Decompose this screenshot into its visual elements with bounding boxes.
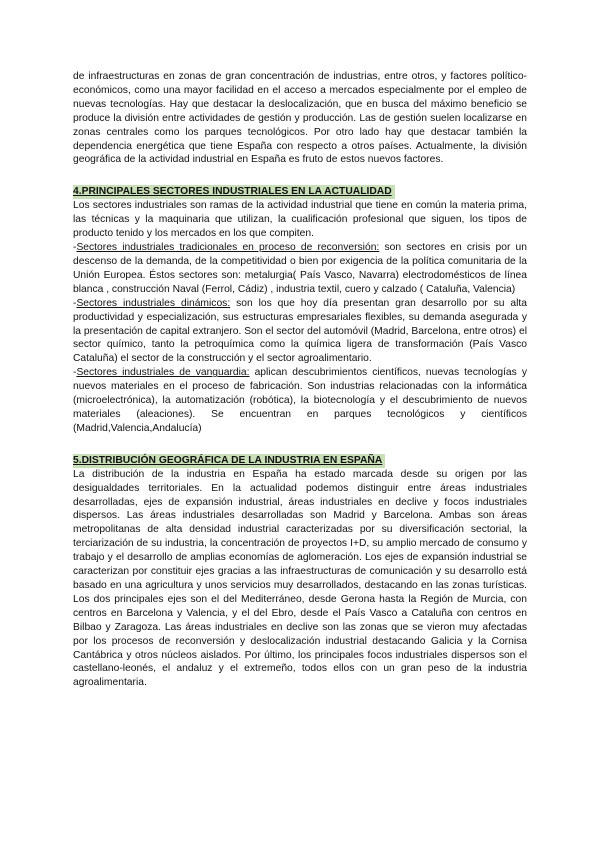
dynamic-sectors-paragraph: -Sectores industriales dinámicos: son los que hoy día presentan gran desarrollo por su alta productividad y especialización, sus estructuras empresariales flexibles, su demanda asegurada y la presentación de capital extranjero. Son el sector del automóvil (Madrid, Barcelona, entre otros) el sector químico, tanto la petroquímica como la química ligera de transformación (País Vasco Cataluña) el sector de la construcción y el sector agroalimentario. bbox=[73, 297, 527, 365]
section-4-intro: Los sectores industriales son ramas de la actividad industrial que tiene en común la materia prima, las técnicas y la maquinaria que utilizan, la cualificación profesional que siguen, los tipos de producto tenido y los mercados en los que compiten. bbox=[73, 200, 527, 240]
vanguard-sectors-text: aplican descubrimientos científicos, nuevas tecnologías y nuevos materiales en el proceso de fabricación. Son industrias relacionadas con la informática (microelectrónica), la automatización (robótica), la biotecnología y el descubrimiento de nuevos materiales (aleaciones). Se encuentran en parques tecnológicos y científicos (Madrid,Valencia,Andalucía) bbox=[73, 367, 527, 434]
dynamic-sectors-text: son los que hoy día presentan gran desarrollo por su alta productividad y especialización, sus estructuras empresariales flexibles, su demanda asegurada y la presentación de capital extranjero. Son el sector del automóvil (Madrid, Barcelona, entre otros) el sector químico, tanto la petroquímica como la química ligera de transformación (País Vasco Cataluña) el sector de la construcción y el sector agroalimentario. bbox=[73, 297, 527, 365]
section-4-title: 4.PRINCIPALES SECTORES INDUSTRIALES EN LA ACTUALIDAD bbox=[73, 185, 395, 199]
vanguard-sectors-label: Sectores industriales de vanguardia: bbox=[76, 367, 250, 379]
traditional-sectors-paragraph: -Sectores industriales tradicionales en proceso de reconversión: son sectores en crisis por un descenso de la demanda, de la competitividad o bien por exigencia de la política comunitaria de la Unión Europea. Éstos sectores son: metalurgia( País Vasco, Navarra) electrodomésticos de línea blanca , construcción Naval (Ferrol, Cádiz) , industria textil, cuero y calzado ( Cataluña, Valencia) bbox=[73, 242, 527, 295]
dynamic-sectors-label: Sectores industriales dinámicos: bbox=[76, 297, 231, 309]
intro-paragraph: de infraestructuras en zonas de gran concentración de industrias, entre otros, y factores político-económicos, como una mayor facilidad en el acceso a mercados especialmente por el empleo de nuevas tecnologías. Hay que destacar la deslocalización, que en busca del máximo beneficio se produce la división entre actividades de gestión y producción. Las de gestión suelen localizarse en zonas centrales como los parques tecnológicos. Por otro lado hay que destacar también la dependencia energética que tiene España con respecto a otros países. Actualmente, la división geográfica de la actividad industrial en España es fruto de estos nuevos factores. bbox=[73, 71, 527, 166]
document-page bbox=[73, 70, 527, 690]
traditional-sectors-text: son sectores en crisis por un descenso de la demanda, de la competitividad o bien por exigencia de la política comunitaria de la Unión Europea. Éstos sectores son: metalurgia( País Vasco, Navarra) electrodomésticos de línea blanca , construcción Naval (Ferrol, Cádiz) , industria textil, cuero y calzado ( Cataluña, Valencia) bbox=[73, 242, 527, 295]
section-5-title: 5.DISTRIBUCIÓN GEOGRÁFICA DE LA INDUSTRIA EN ESPAÑA bbox=[73, 454, 385, 468]
traditional-sectors-label: Sectores industriales tradicionales en proceso de reconversión: bbox=[76, 242, 380, 254]
section-5-body: La distribución de la industria en España ha estado marcada desde su origen por las desigualdades territoriales. En la actualidad podemos distinguir entre áreas industriales desarrolladas, ejes de expansión industrial, áreas industriales en declive y focos industriales dispersos. Las áreas industriales desarrolladas son Madrid y Barcelona. Ambas son áreas metropolitanas de alta densidad industrial caracterizadas por su diversificación sectorial, la terciarización de su industria, la concentración de proyectos I+D, su amplio mercado de consumo y trabajo y el desarrollo de amplias economías de aglomeración. Los ejes de expansión industrial se caracterizan por constituir ejes gracias a las infraestructuras de comunicación y su desarrollo está basado en una agricultura y unos servicios muy desarrollados, destacando en las zonas turísticas. Los dos principales ejes son el del Mediterráneo, desde Gerona hasta la Región de Murcia, con centros en Barcelona y Valencia, y el del Ebro, desde el País Vasco a Cataluña con centros en Bilbao y Zaragoza. Las áreas industriales en declive son las zonas que se vieron muy afectadas por los procesos de reconversión y deslocalización industrial destacando Galicia y la Cornisa Cantábrica y otros núcleos aislados. Por último, los principales focos industriales dispersos son el castellano-leonés, el andaluz y el extremeño, todos ellos con un gran peso de la industria agroalimentaria. bbox=[73, 468, 527, 689]
vanguard-sectors-paragraph: -Sectores industriales de vanguardia: aplican descubrimientos científicos, nuevas tecnologías y nuevos materiales en el proceso de fabricación. Son industrias relacionadas con la informática (microelectrónica), la automatización (robótica), la biotecnología y el descubrimiento de nuevos materiales (aleaciones). Se encuentran en parques tecnológicos y científicos (Madrid,Valencia,Andalucía) bbox=[73, 367, 527, 434]
